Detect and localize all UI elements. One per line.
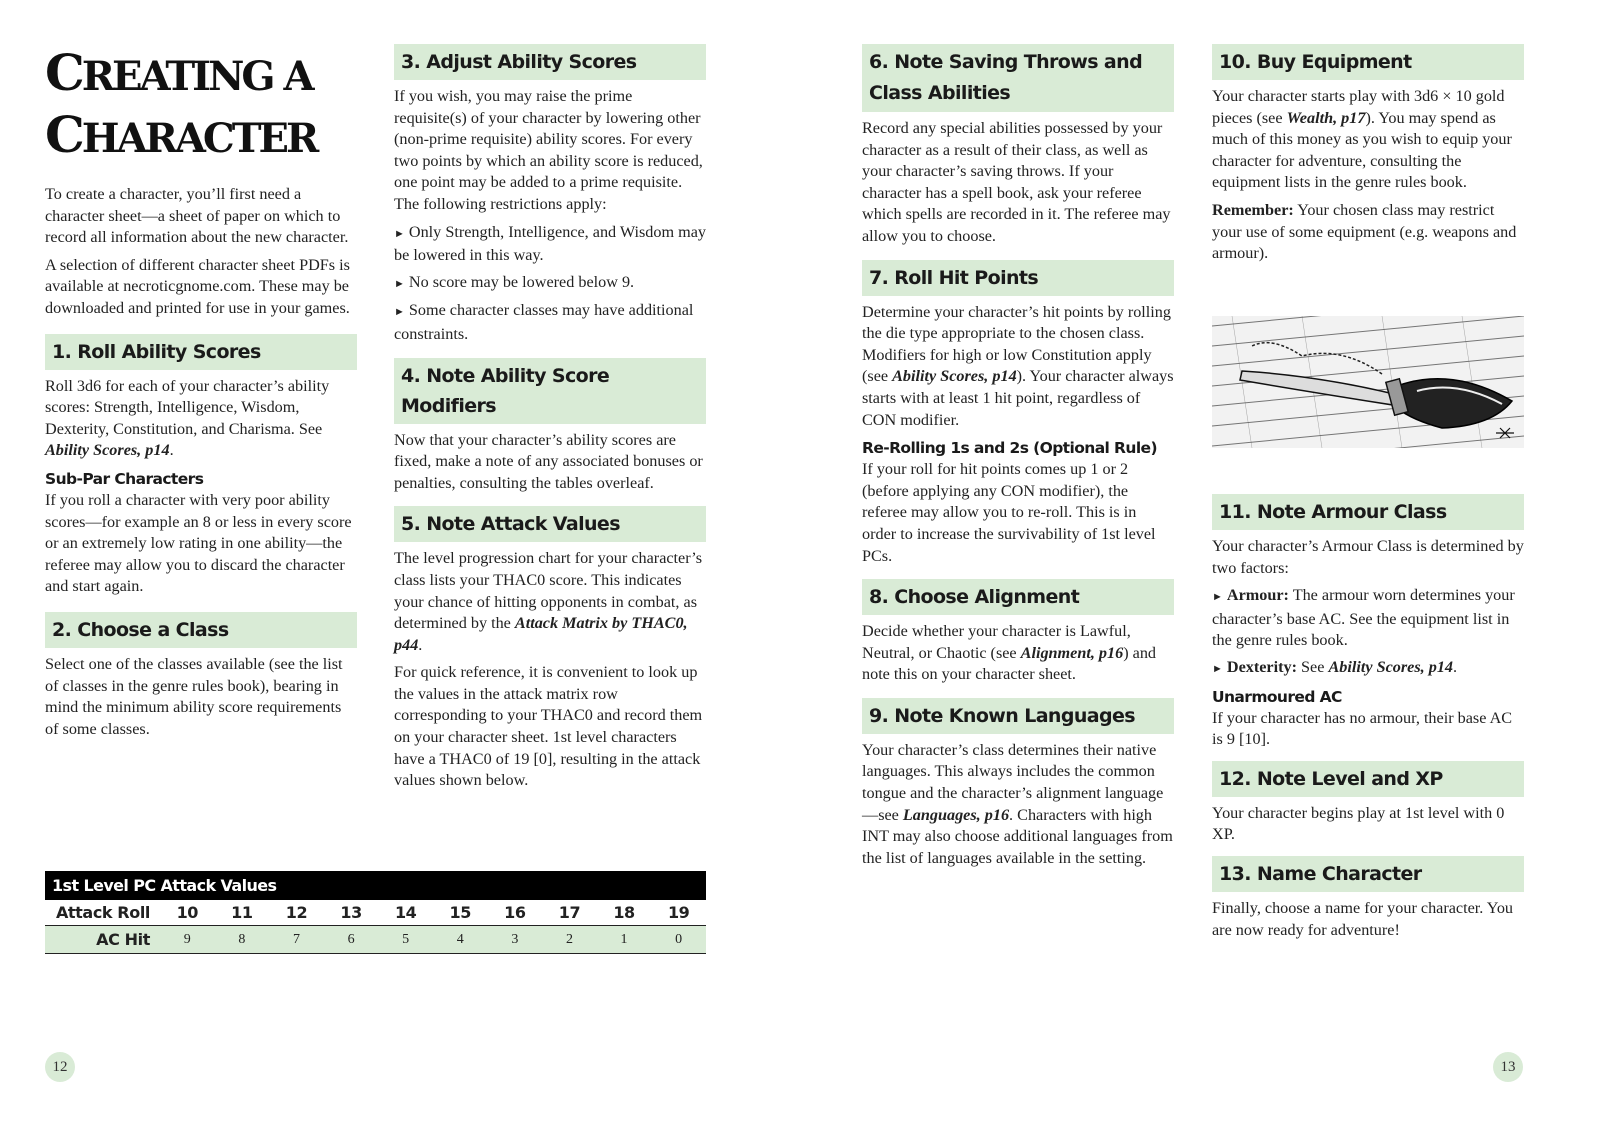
ac-hit-row: [45, 926, 706, 954]
section-heading: 5. Note Attack Values: [394, 506, 706, 542]
section-text: Remember: Your chosen class may restrict your use of some equipment (e.g. weapons and armour).: [1212, 200, 1517, 263]
section-heading: 7. Roll Hit Points: [862, 260, 1174, 296]
attack-roll-cell: 18: [613, 903, 635, 922]
section-text: Your character begins play at 1st level with 0 XP.: [1212, 803, 1505, 844]
bullet-item: ► Only Strength, Intelligence, and Wisdom may be lowered in this way.: [394, 222, 707, 265]
attack-roll-cell: 10: [176, 903, 199, 922]
section-text: Your character starts play with 3d6 × 10 gold pieces (see Wealth, p17). You may spend as much of this money as you wish to equip your character for adventure, consulting the equipment lists in the genre rules book.: [1212, 87, 1512, 192]
ac-hit-cell: 2: [542, 926, 597, 954]
attack-roll-row: [45, 900, 706, 926]
ac-hit-cell: 1: [597, 926, 652, 954]
section-text: Your character’s class determines their native languages. This always includes the common tongue and the character’s alignment language—see Languages, p16. Characters with high INT may also choose additional languages from the list of languages available in the setting.: [862, 740, 1173, 867]
attack-roll-cell: 14: [394, 903, 417, 922]
intro-paragraph: To create a character, you’ll first need a character sheet—a sheet of paper on which to record all information about the new character.: [45, 185, 349, 247]
bullet-arrow-icon: ►: [394, 306, 405, 319]
row-label: Attack Roll: [55, 903, 150, 922]
section-heading: 6. Note Saving Throws and Class Abilities: [862, 44, 1174, 112]
bullet-item: ► Armour: The armour worn determines your character’s base AC. See the equipment list in the genre rules book.: [1212, 586, 1515, 650]
column-1: [45, 44, 357, 746]
column-4: [1212, 44, 1524, 271]
bullet-arrow-icon: ►: [394, 277, 405, 290]
section-heading: 4. Note Ability Score Modifiers: [394, 358, 706, 424]
attack-roll-cell: 11: [231, 903, 253, 922]
page-title: CREATING A CHARACTER: [45, 43, 317, 164]
bullet-arrow-icon: ►: [394, 227, 405, 240]
section-text: If you wish, you may raise the prime requisite(s) of your character by lowering other (non-prime requisite) ability scores. For every two points by which an ability score is reduced, one point may be added to a prime requisite. The following restrictions apply:: [394, 87, 703, 213]
section-heading: 2. Choose a Class: [45, 612, 357, 648]
attack-roll-cell: 16: [504, 903, 526, 922]
section-heading: 12. Note Level and XP: [1212, 761, 1524, 797]
ac-hit-cell: 8: [215, 926, 270, 954]
page-number-right: 13: [1493, 1052, 1523, 1082]
section-heading: 9. Note Known Languages: [862, 698, 1174, 734]
section-text: If you roll a character with very poor ability scores—for example an 8 or less in every score or an extremely low rating in one ability—the referee may allow you to discard the character and start again.: [45, 490, 352, 596]
section-heading: 10. Buy Equipment: [1212, 44, 1524, 80]
subheading: Sub-Par Characters: [45, 469, 204, 488]
bullet-item: ► Dexterity: See Ability Scores, p14.: [1212, 657, 1458, 676]
attack-values-table: [45, 871, 706, 954]
attack-roll-cell: 13: [340, 903, 362, 922]
ac-hit-cell: 5: [378, 926, 433, 954]
subheading: Re-Rolling 1s and 2s (Optional Rule): [862, 439, 1157, 458]
sword-illustration: [1212, 316, 1524, 448]
ac-hit-cell: 3: [488, 926, 543, 954]
column-3: [862, 44, 1174, 875]
attack-roll-cell: 15: [449, 903, 471, 922]
section-text: Select one of the classes available (see the list of classes in the genre rules book), bearing in mind the minimum ability score requirements of some classes.: [45, 654, 343, 738]
section-text: If your roll for hit points comes up 1 or 2 (before applying any CON modifier), the referee may allow you to re-roll. This is in order to increase the survivability of 1st level PCs.: [862, 460, 1156, 565]
section-text: Roll 3d6 for each of your character’s ability scores: Strength, Intelligence, Wisdom, Dexterity, Constitution, and Charisma. See Ability Scores, p14.: [45, 376, 330, 460]
ac-hit-cell: 7: [269, 926, 324, 954]
attack-roll-cell: 12: [285, 903, 308, 922]
section-text: Now that your character’s ability scores are fixed, make a note of any associated bonuses or penalties, consulting the tables overleaf.: [394, 430, 703, 492]
column-2: [394, 44, 706, 798]
bullet-arrow-icon: ►: [1212, 662, 1223, 675]
attack-roll-cell: 19: [667, 903, 690, 922]
bullet-arrow-icon: ►: [1212, 591, 1223, 604]
section-text: If your character has no armour, their base AC is 9 [10].: [1212, 708, 1513, 749]
intro-paragraph: A selection of different character sheet PDFs is available at necroticgnome.com. These may be downloaded and printed for use in your games.: [45, 255, 350, 317]
attack-roll-cell: 17: [558, 903, 581, 922]
ac-hit-cell: 4: [433, 926, 488, 954]
ac-hit-cell: 6: [324, 926, 379, 954]
section-text: The level progression chart for your character’s class lists your THAC0 score. This indicates your chance of hitting opponents in combat, as determined by the Attack Matrix by THAC0, p44.: [394, 549, 703, 654]
column-4-lower: [1212, 494, 1524, 947]
subheading: Unarmoured AC: [1212, 687, 1342, 706]
section-text: Record any special abilities possessed by your character as a result of their class, as well as your character’s saving throws. If your character has a spell book, ask your referee which spells are recorded in it. The referee may allow you to choose.: [862, 119, 1171, 245]
page-number-left: 12: [45, 1052, 75, 1082]
section-text: Your character’s Armour Class is determined by two factors:: [1212, 537, 1524, 577]
table-title: 1st Level PC Attack Values: [45, 871, 706, 900]
ac-hit-cell: 0: [651, 926, 706, 954]
section-text: For quick reference, it is convenient to look up the values in the attack matrix row corresponding to your THAC0 and record them on your character sheet. 1st level characters have a THAC0 of 19 [0], resulting in the attack values shown below.: [394, 663, 703, 790]
bullet-item: ► No score may be lowered below 9.: [394, 272, 635, 291]
section-heading: 3. Adjust Ability Scores: [394, 44, 706, 80]
section-heading: 1. Roll Ability Scores: [45, 334, 357, 370]
row-label: AC Hit: [45, 926, 160, 954]
section-heading: 13. Name Character: [1212, 856, 1524, 892]
section-heading: 11. Note Armour Class: [1212, 494, 1524, 530]
section-text: Decide whether your character is Lawful, Neutral, or Chaotic (see Alignment, p16) and note this on your character sheet.: [862, 622, 1157, 684]
section-heading: 8. Choose Alignment: [862, 579, 1174, 615]
bullet-item: ► Some character classes may have additional constraints.: [394, 301, 694, 343]
section-text: Determine your character’s hit points by rolling the die type appropriate to the chosen class. Modifiers for high or low Constitution apply (see Ability Scores, p14). Your character always starts with at least 1 hit point, regardless of CON modifier.: [862, 302, 1174, 429]
section-text: Finally, choose a name for your character. You are now ready for adventure!: [1212, 898, 1514, 939]
ac-hit-cell: 9: [160, 926, 215, 954]
